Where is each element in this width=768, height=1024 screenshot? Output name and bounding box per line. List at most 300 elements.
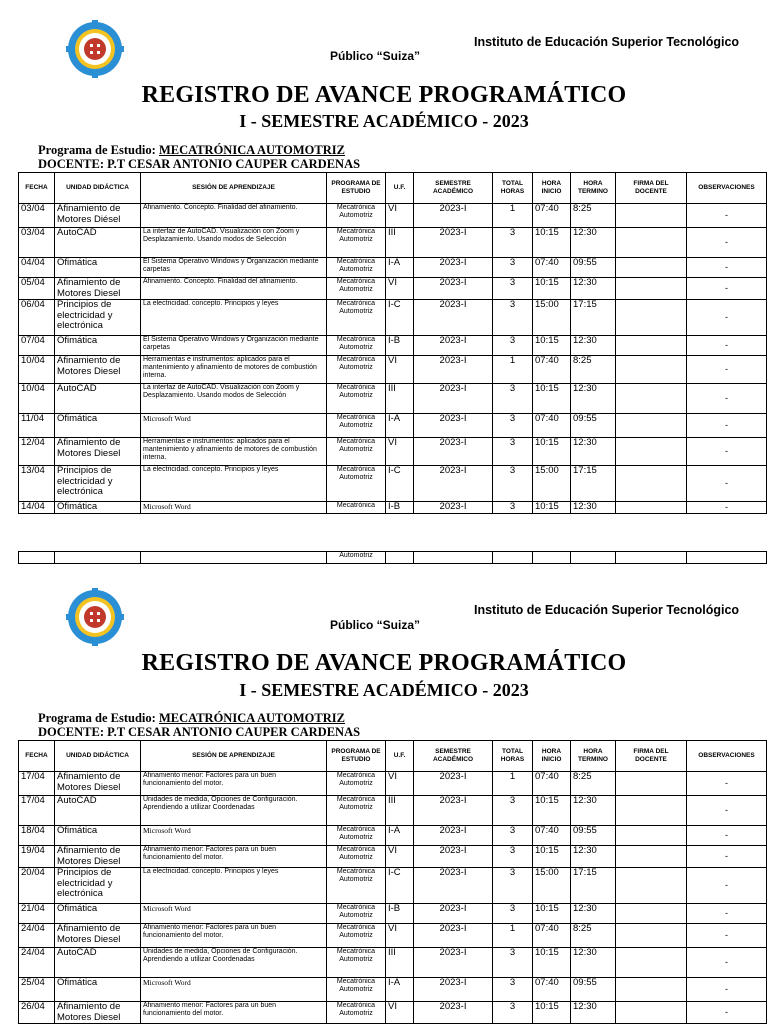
row-termino: 09:55 (571, 414, 616, 438)
row-semestre: 2023-I (414, 384, 493, 414)
col-fecha: FECHA (19, 741, 55, 772)
row-firma (616, 948, 687, 978)
row-unidad: Ofimática (55, 978, 141, 1002)
row-horas: 3 (493, 948, 533, 978)
row-programa: Mecatrónica Automotriz (327, 278, 386, 300)
row-programa: Mecatrónica Automotriz (327, 356, 386, 384)
row-unidad: Ofimática (55, 826, 141, 846)
row-firma (616, 978, 687, 1002)
table-header-row (19, 741, 767, 772)
row-firma (616, 924, 687, 948)
row-programa: Mecatrónica Automotriz (327, 978, 386, 1002)
row-sesion: Microsoft Word (141, 978, 327, 1002)
row-semestre: 2023-I (414, 502, 493, 514)
row-firma (616, 384, 687, 414)
row-termino: 8:25 (571, 924, 616, 948)
row-observaciones: - (687, 1002, 767, 1024)
col-termino: HORA TERMINO (571, 173, 616, 204)
row-fecha: 25/04 (19, 978, 55, 1002)
row-inicio: 15:00 (533, 466, 571, 502)
row-firma (616, 300, 687, 336)
row-firma (616, 438, 687, 466)
row-termino: 09:55 (571, 258, 616, 278)
row-horas: 1 (493, 356, 533, 384)
row-observaciones: - (687, 502, 767, 514)
row-programa: Mecatrónica Automotriz (327, 466, 386, 502)
col-semestre: SEMESTRE ACADÉMICO (414, 173, 493, 204)
row-firma (616, 336, 687, 356)
row-programa: Mecatrónica Automotriz (327, 228, 386, 258)
row-horas: 3 (493, 826, 533, 846)
table-header-row (19, 173, 767, 204)
row-uf: VI (386, 846, 414, 868)
row-inicio: 10:15 (533, 228, 571, 258)
row-firma (616, 258, 687, 278)
row-semestre: 2023-I (414, 466, 493, 502)
row-observaciones: - (687, 948, 767, 978)
row-uf: I-B (386, 502, 414, 514)
row-uf: I-C (386, 466, 414, 502)
row-firma (616, 204, 687, 228)
row-programa: Mecatrónica Automotriz (327, 414, 386, 438)
table-row (19, 258, 767, 278)
progress-table (18, 740, 767, 1024)
row-inicio: 07:40 (533, 356, 571, 384)
row-uf: I-A (386, 414, 414, 438)
row-unidad: Afinamiento de Motores Diesel (55, 278, 141, 300)
row-semestre: 2023-I (414, 846, 493, 868)
col-horas: TOTAL HORAS (493, 173, 533, 204)
col-unidad: UNIDAD DIDÁCTICA (55, 741, 141, 772)
table-row (19, 414, 767, 438)
row-sesion: Unidades de medida, Opciones de Configuración. Aprendiendo a utilizar Coordenadas (141, 948, 327, 978)
row-termino: 17:15 (571, 466, 616, 502)
table-row (19, 978, 767, 1002)
row-programa: Mecatrónica Automotriz (327, 948, 386, 978)
row-unidad: AutoCAD (55, 384, 141, 414)
row-semestre: 2023-I (414, 258, 493, 278)
row-fecha: 03/04 (19, 228, 55, 258)
row-semestre: 2023-I (414, 414, 493, 438)
teacher-name: DOCENTE: P.T CESAR ANTONIO CAUPER CARDENAS (38, 725, 361, 739)
row-observaciones: - (687, 300, 767, 336)
row-firma (616, 228, 687, 258)
row-fecha: 12/04 (19, 438, 55, 466)
row-semestre: 2023-I (414, 356, 493, 384)
row-sesion: Microsoft Word (141, 904, 327, 924)
row-inicio: 10:15 (533, 846, 571, 868)
row-fecha: 18/04 (19, 826, 55, 846)
row-unidad: AutoCAD (55, 228, 141, 258)
row-termino: 12:30 (571, 438, 616, 466)
row-programa: Mecatrónica Automotriz (327, 384, 386, 414)
row-fecha: 04/04 (19, 258, 55, 278)
spare-table-row (18, 551, 767, 564)
row-inicio: 10:15 (533, 384, 571, 414)
row-fecha: 17/04 (19, 772, 55, 796)
col-termino: HORA TERMINO (571, 741, 616, 772)
table-row (19, 356, 767, 384)
row-termino: 12:30 (571, 502, 616, 514)
row-semestre: 2023-I (414, 278, 493, 300)
row-unidad: Ofimática (55, 904, 141, 924)
row-firma (616, 826, 687, 846)
row-semestre: 2023-I (414, 796, 493, 826)
table-row (19, 846, 767, 868)
row-termino: 12:30 (571, 228, 616, 258)
institute-name: Instituto de Educación Superior Tecnológico (474, 35, 740, 49)
document-title: REGISTRO DE AVANCE PROGRAMÁTICO (141, 650, 627, 676)
row-firma (616, 278, 687, 300)
row-fecha: 10/04 (19, 384, 55, 414)
row-uf: I-C (386, 300, 414, 336)
row-unidad: AutoCAD (55, 796, 141, 826)
document-subtitle: I - SEMESTRE ACADÉMICO - 2023 (239, 111, 529, 131)
institute-public-name: Público “Suiza” (330, 49, 421, 63)
table-row (19, 904, 767, 924)
row-fecha: 13/04 (19, 466, 55, 502)
row-horas: 3 (493, 258, 533, 278)
row-inicio: 10:15 (533, 1002, 571, 1024)
row-termino: 12:30 (571, 278, 616, 300)
institute-logo-icon (66, 588, 124, 646)
row-sesion: Unidades de medida, Opciones de Configuración. Aprendiendo a utilizar Coordenadas (141, 796, 327, 826)
row-firma (616, 502, 687, 514)
row-semestre: 2023-I (414, 924, 493, 948)
row-horas: 1 (493, 204, 533, 228)
row-observaciones: - (687, 868, 767, 904)
row-inicio: 10:15 (533, 948, 571, 978)
row-termino: 12:30 (571, 948, 616, 978)
row-programa: Mecatrónica Automotriz (327, 796, 386, 826)
row-horas: 3 (493, 438, 533, 466)
row-inicio: 10:15 (533, 904, 571, 924)
row-sesion: Herramientas e instrumentos: aplicados para el mantenimiento y afinamiento de motores de combustión interna. (141, 438, 327, 466)
col-uf: U.F. (386, 173, 414, 204)
row-horas: 3 (493, 414, 533, 438)
row-inicio: 07:40 (533, 978, 571, 1002)
row-fecha: 24/04 (19, 948, 55, 978)
row-unidad: Afinamiento de Motores Diesel (55, 438, 141, 466)
table-row (19, 948, 767, 978)
row-unidad: Afinamiento de Motores Diesel (55, 356, 141, 384)
row-horas: 3 (493, 466, 533, 502)
row-sesion: La electricidad. concepto. Principios y leyes (141, 868, 327, 904)
row-horas: 3 (493, 336, 533, 356)
row-unidad: Ofimática (55, 502, 141, 514)
row-sesion: Herramientas e instrumentos: aplicados para el mantenimiento y afinamiento de motores de combustión interna. (141, 356, 327, 384)
table-row (19, 868, 767, 904)
row-inicio: 15:00 (533, 868, 571, 904)
row-termino: 09:55 (571, 826, 616, 846)
row-unidad: Principios de electricidad y electrónica (55, 300, 141, 336)
row-semestre: 2023-I (414, 336, 493, 356)
row-firma (616, 796, 687, 826)
row-unidad: Afinamiento de Motores Diesel (55, 924, 141, 948)
program-label: Programa de Estudio: (38, 711, 159, 725)
table-row (19, 924, 767, 948)
row-uf: VI (386, 204, 414, 228)
col-inicio: HORA INICIO (533, 173, 571, 204)
row-firma (616, 1002, 687, 1024)
row-firma (616, 846, 687, 868)
row-termino: 8:25 (571, 356, 616, 384)
row-sesion: Afinamiento menor: Factores para un buen funcionamiento del motor. (141, 846, 327, 868)
row-uf: I-C (386, 868, 414, 904)
row-programa: Mecatrónica Automotriz (327, 924, 386, 948)
row-unidad: Afinamiento de Motores Diesel (55, 846, 141, 868)
row-horas: 1 (493, 924, 533, 948)
table-row (19, 466, 767, 502)
row-unidad: AutoCAD (55, 948, 141, 978)
teacher-name: DOCENTE: P.T CESAR ANTONIO CAUPER CARDENAS (38, 157, 361, 171)
row-inicio: 10:15 (533, 336, 571, 356)
row-fecha: 24/04 (19, 924, 55, 948)
row-fecha: 07/04 (19, 336, 55, 356)
row-fecha: 10/04 (19, 356, 55, 384)
row-programa: Mecatrónica Automotriz (327, 204, 386, 228)
row-firma (616, 772, 687, 796)
row-termino: 17:15 (571, 300, 616, 336)
row-fecha: 21/04 (19, 904, 55, 924)
table-row (19, 438, 767, 466)
row-firma (616, 466, 687, 502)
row-programa: Mecatrónica Automotriz (327, 438, 386, 466)
row-termino: 8:25 (571, 772, 616, 796)
table-row (19, 772, 767, 796)
row-observaciones: - (687, 258, 767, 278)
table-row (19, 384, 767, 414)
row-inicio: 07:40 (533, 924, 571, 948)
row-uf: I-B (386, 336, 414, 356)
row-semestre: 2023-I (414, 438, 493, 466)
row-horas: 3 (493, 384, 533, 414)
row-semestre: 2023-I (414, 228, 493, 258)
row-programa: Mecatrónica Automotriz (327, 772, 386, 796)
row-semestre: 2023-I (414, 948, 493, 978)
row-semestre: 2023-I (414, 204, 493, 228)
row-horas: 3 (493, 1002, 533, 1024)
row-unidad: Afinamiento de Motores Diesel (55, 772, 141, 796)
row-uf: I-A (386, 258, 414, 278)
row-unidad: Afinamiento de Motores Diésel (55, 204, 141, 228)
row-fecha: 19/04 (19, 846, 55, 868)
row-inicio: 10:15 (533, 502, 571, 514)
row-fecha: 20/04 (19, 868, 55, 904)
row-horas: 3 (493, 228, 533, 258)
row-programa: Mecatrónica Automotriz (327, 868, 386, 904)
row-fecha: 05/04 (19, 278, 55, 300)
row-programa: Mecatrónica Automotriz (327, 1002, 386, 1024)
row-sesion: La electricidad. concepto. Principios y leyes (141, 466, 327, 502)
table-row (19, 336, 767, 356)
row-uf: VI (386, 438, 414, 466)
col-programa: PROGRAMA DE ESTUDIO (327, 173, 386, 204)
row-programa: Mecatrónica Automotriz (327, 258, 386, 278)
row-observaciones: - (687, 978, 767, 1002)
table-row (19, 300, 767, 336)
col-firma: FIRMA DEL DOCENTE (616, 173, 687, 204)
document-title: REGISTRO DE AVANCE PROGRAMÁTICO (141, 82, 627, 108)
row-fecha: 06/04 (19, 300, 55, 336)
institute-logo-icon (66, 20, 124, 78)
table-row (19, 278, 767, 300)
table-row (19, 204, 767, 228)
table-row (19, 502, 767, 514)
row-firma (616, 414, 687, 438)
col-observaciones: OBSERVACIONES (687, 173, 767, 204)
row-observaciones: - (687, 228, 767, 258)
row-inicio: 10:15 (533, 438, 571, 466)
row-unidad: Ofimática (55, 336, 141, 356)
row-observaciones: - (687, 438, 767, 466)
col-sesion: SESIÓN DE APRENDIZAJE (141, 173, 327, 204)
row-sesion: Microsoft Word (141, 414, 327, 438)
col-sesion: SESIÓN DE APRENDIZAJE (141, 741, 327, 772)
col-unidad: UNIDAD DIDÁCTICA (55, 173, 141, 204)
program-label: Programa de Estudio: (38, 143, 159, 157)
row-observaciones: - (687, 924, 767, 948)
row-semestre: 2023-I (414, 904, 493, 924)
row-programa: Mecatrónica Automotriz (327, 300, 386, 336)
row-inicio: 15:00 (533, 300, 571, 336)
row-termino: 8:25 (571, 204, 616, 228)
row-termino: 12:30 (571, 796, 616, 826)
row-horas: 3 (493, 846, 533, 868)
row-horas: 3 (493, 300, 533, 336)
row-semestre: 2023-I (414, 826, 493, 846)
col-observaciones: OBSERVACIONES (687, 741, 767, 772)
row-uf: III (386, 948, 414, 978)
program-value: MECATRÓNICA AUTOMOTRIZ (158, 143, 345, 157)
table-row (19, 796, 767, 826)
row-sesion: Afinamiento. Concepto. Finalidad del afinamiento. (141, 278, 327, 300)
row-sesion: La electricidad. concepto. Principios y leyes (141, 300, 327, 336)
row-sesion: Microsoft Word (141, 826, 327, 846)
row-uf: I-A (386, 826, 414, 846)
row-uf: VI (386, 924, 414, 948)
row-firma (616, 868, 687, 904)
institute-public-name: Público “Suiza” (330, 618, 421, 632)
row-semestre: 2023-I (414, 300, 493, 336)
row-horas: 3 (493, 502, 533, 514)
document-subtitle: I - SEMESTRE ACADÉMICO - 2023 (239, 680, 529, 700)
institute-name: Instituto de Educación Superior Tecnológico (474, 603, 740, 617)
row-uf: VI (386, 1002, 414, 1024)
col-fecha: FECHA (19, 173, 55, 204)
row-unidad: Principios de electricidad y electrónica (55, 868, 141, 904)
row-uf: III (386, 796, 414, 826)
row-unidad: Ofimática (55, 258, 141, 278)
row-termino: 12:30 (571, 904, 616, 924)
row-sesion: El Sistema Operativo Windows y Organización mediante carpetas (141, 336, 327, 356)
row-observaciones: - (687, 384, 767, 414)
row-uf: I-B (386, 904, 414, 924)
row-uf: III (386, 384, 414, 414)
row-semestre: 2023-I (414, 772, 493, 796)
row-sesion: Afinamiento. Concepto. Finalidad del afinamiento. (141, 204, 327, 228)
row-sesion: La interfaz de AutoCAD. Visualización con Zoom y Desplazamiento. Usando modos de Selección (141, 228, 327, 258)
row-termino: 17:15 (571, 868, 616, 904)
row-inicio: 07:40 (533, 258, 571, 278)
row-termino: 12:30 (571, 384, 616, 414)
row-termino: 12:30 (571, 336, 616, 356)
row-fecha: 03/04 (19, 204, 55, 228)
row-programa: Mecatrónica (327, 502, 386, 514)
row-observaciones: - (687, 826, 767, 846)
row-fecha: 26/04 (19, 1002, 55, 1024)
table-row (19, 1002, 767, 1024)
col-horas: TOTAL HORAS (493, 741, 533, 772)
row-observaciones: - (687, 336, 767, 356)
row-programa: Mecatrónica Automotriz (327, 846, 386, 868)
row-inicio: 10:15 (533, 796, 571, 826)
row-semestre: 2023-I (414, 978, 493, 1002)
row-semestre: 2023-I (414, 868, 493, 904)
row-observaciones: - (687, 356, 767, 384)
row-observaciones: - (687, 204, 767, 228)
row-programa: Mecatrónica Automotriz (327, 336, 386, 356)
row-unidad: Principios de electricidad y electrónica (55, 466, 141, 502)
row-sesion: El Sistema Operativo Windows y Organización mediante carpetas (141, 258, 327, 278)
row-observaciones: - (687, 846, 767, 868)
row-termino: 12:30 (571, 1002, 616, 1024)
program-info (38, 711, 360, 739)
row-observaciones: - (687, 772, 767, 796)
table-row (19, 826, 767, 846)
row-unidad: Ofimática (55, 414, 141, 438)
row-observaciones: - (687, 414, 767, 438)
row-inicio: 07:40 (533, 826, 571, 846)
row-horas: 3 (493, 868, 533, 904)
row-semestre: 2023-I (414, 1002, 493, 1024)
col-inicio: HORA INICIO (533, 741, 571, 772)
row-inicio: 07:40 (533, 414, 571, 438)
row-observaciones: - (687, 466, 767, 502)
row-horas: 3 (493, 978, 533, 1002)
row-observaciones: - (687, 278, 767, 300)
col-semestre: SEMESTRE ACADÉMICO (414, 741, 493, 772)
row-fecha: 14/04 (19, 502, 55, 514)
row-uf: VI (386, 278, 414, 300)
row-inicio: 07:40 (533, 772, 571, 796)
col-programa: PROGRAMA DE ESTUDIO (327, 741, 386, 772)
row-sesion: Afinamiento menor: Factores para un buen funcionamiento del motor. (141, 924, 327, 948)
row-sesion: Afinamiento menor: Factores para un buen funcionamiento del motor. (141, 772, 327, 796)
row-horas: 3 (493, 904, 533, 924)
row-firma (616, 904, 687, 924)
row-programa: Mecatrónica Automotriz (327, 826, 386, 846)
row-uf: I-A (386, 978, 414, 1002)
row-fecha: 17/04 (19, 796, 55, 826)
row-horas: 3 (493, 796, 533, 826)
row-sesion: Afinamiento menor: Factores para un buen funcionamiento del motor. (141, 1002, 327, 1024)
row-uf: VI (386, 772, 414, 796)
col-uf: U.F. (386, 741, 414, 772)
row-sesion: La interfaz de AutoCAD. Visualización con Zoom y Desplazamiento. Usando modos de Selección (141, 384, 327, 414)
row-uf: VI (386, 356, 414, 384)
table-row (19, 228, 767, 258)
program-info (38, 143, 360, 171)
row-horas: 1 (493, 772, 533, 796)
row-fecha: 11/04 (19, 414, 55, 438)
spare-programa: Automotriz (327, 552, 386, 564)
row-termino: 09:55 (571, 978, 616, 1002)
row-observaciones: - (687, 904, 767, 924)
row-observaciones: - (687, 796, 767, 826)
progress-table (18, 172, 767, 514)
row-inicio: 07:40 (533, 204, 571, 228)
